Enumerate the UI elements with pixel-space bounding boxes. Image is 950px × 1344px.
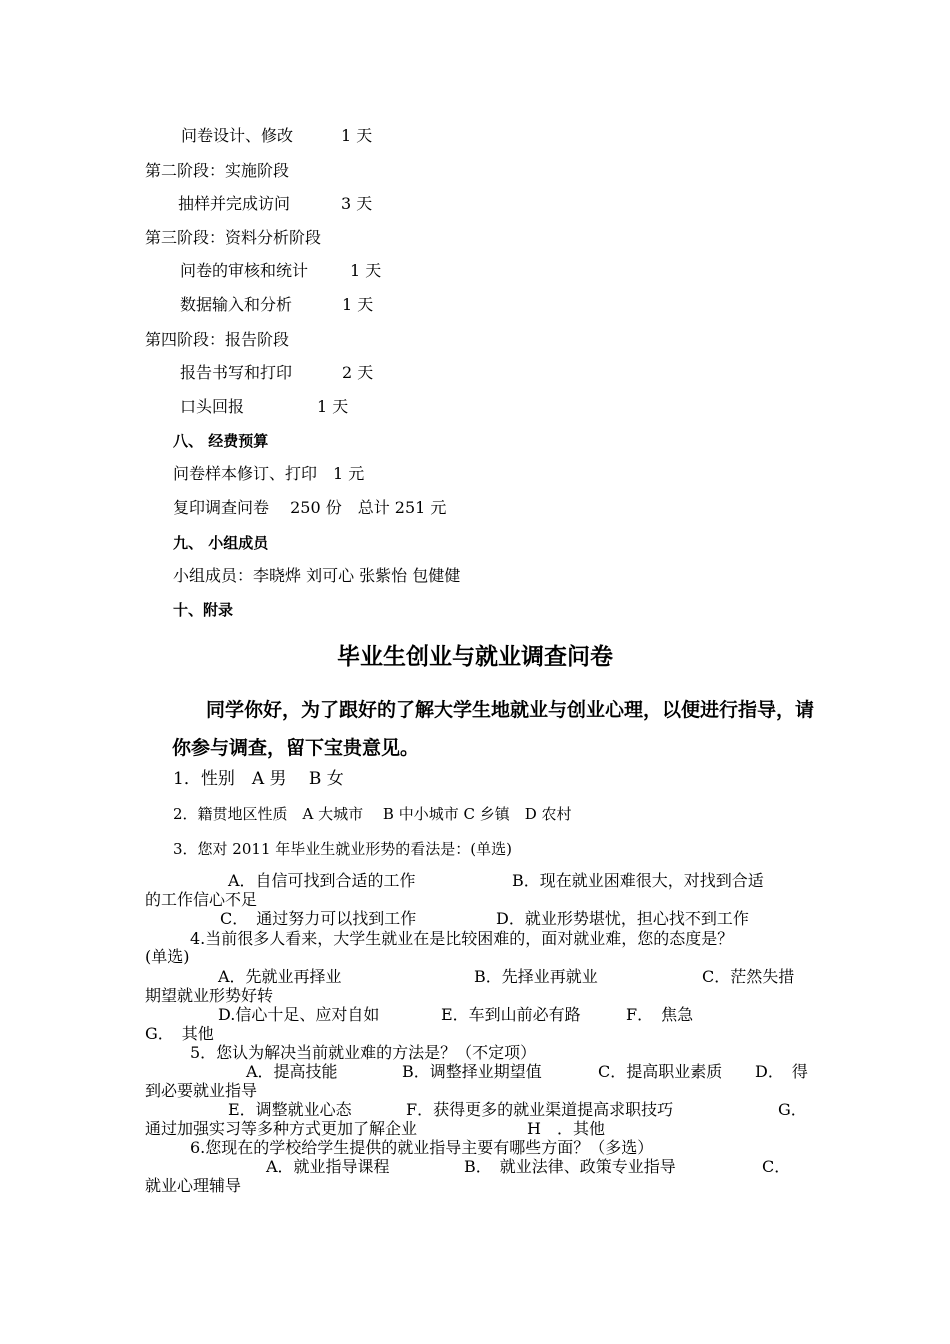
question-5: 5．您认为解决当前就业难的方法是？（不定项） bbox=[190, 1043, 537, 1062]
option: A．提高技能 bbox=[246, 1062, 338, 1081]
option: E．车到山前必有路 bbox=[441, 1005, 581, 1024]
schedule-days: 1 天 bbox=[341, 126, 373, 145]
question-continuation: (单选) bbox=[145, 947, 190, 966]
schedule-days: 1 天 bbox=[317, 397, 349, 416]
option: C． bbox=[762, 1157, 791, 1176]
option: D．就业形势堪忧，担心找不到工作 bbox=[496, 909, 749, 928]
option: H ．其他 bbox=[527, 1119, 605, 1138]
schedule-days: 3 天 bbox=[341, 194, 373, 213]
schedule-item: 数据输入和分析 bbox=[180, 295, 293, 314]
phase-heading: 第三阶段：资料分析阶段 bbox=[145, 228, 322, 247]
option-continuation: 通过加强实习等多种方式更加了解企业 bbox=[145, 1119, 418, 1138]
question-2: 2．籍贯地区性质 A 大城市 B 中小城市 C 乡镇 D 农村 bbox=[173, 805, 572, 823]
option: G． bbox=[778, 1100, 807, 1119]
question-1: 1．性别 A 男 B 女 bbox=[173, 769, 344, 789]
budget-line: 复印调查问卷 250 份 总计 251 元 bbox=[173, 498, 447, 517]
option-continuation: 的工作信心不足 bbox=[145, 890, 258, 909]
survey-title: 毕业生创业与就业调查问卷 bbox=[337, 644, 613, 670]
survey-intro: 同学你好，为了跟好的了解大学生地就业与创业心理，以便进行指导，请你参与调查，留下宝贵意见。 bbox=[172, 699, 815, 759]
schedule-days: 2 天 bbox=[342, 363, 374, 382]
section-heading-appendix: 十、附录 bbox=[173, 601, 234, 619]
option: B．调整择业期望值 bbox=[402, 1062, 542, 1081]
schedule-item: 口头回报 bbox=[180, 397, 245, 416]
schedule-days: 1 天 bbox=[342, 295, 374, 314]
option: F． 焦急 bbox=[626, 1005, 694, 1024]
phase-heading: 第二阶段：实施阶段 bbox=[145, 161, 290, 180]
schedule-item: 抽样并完成访问 bbox=[178, 194, 291, 213]
option: B．现在就业困难很大，对找到合适 bbox=[512, 871, 764, 890]
phase-heading: 第四阶段：报告阶段 bbox=[145, 330, 290, 349]
option: D.信心十足、应对自如 bbox=[218, 1005, 380, 1024]
schedule-days: 1 天 bbox=[350, 261, 382, 280]
schedule-item: 报告书写和打印 bbox=[180, 363, 293, 382]
option: C．茫然失措 bbox=[702, 967, 795, 986]
schedule-item: 问卷设计、修改 bbox=[181, 126, 294, 145]
members-line: 小组成员：李晓烨 刘可心 张紫怡 包健健 bbox=[173, 566, 461, 585]
option: C．提高职业素质 bbox=[598, 1062, 723, 1081]
option: B． 就业法律、政策专业指导 bbox=[464, 1157, 676, 1176]
option: A．自信可找到合适的工作 bbox=[228, 871, 416, 890]
option: F．获得更多的就业渠道提高求职技巧 bbox=[406, 1100, 674, 1119]
budget-line: 问卷样本修订、打印 1 元 bbox=[173, 464, 365, 483]
option: E．调整就业心态 bbox=[228, 1100, 352, 1119]
option: D． 得 bbox=[755, 1062, 808, 1081]
question-6: 6.您现在的学校给学生提供的就业指导主要有哪些方面？（多选） bbox=[190, 1138, 654, 1157]
section-heading-members: 九、 小组成员 bbox=[173, 534, 269, 552]
section-heading-budget: 八、 经费预算 bbox=[173, 432, 269, 450]
option: C． 通过努力可以找到工作 bbox=[220, 909, 417, 928]
option: A．先就业再择业 bbox=[218, 967, 342, 986]
question-4: 4.当前很多人看来，大学生就业在是比较困难的，面对就业难，您的态度是？ bbox=[190, 929, 734, 948]
option-continuation: 期望就业形势好转 bbox=[145, 986, 274, 1005]
option-continuation: 到必要就业指导 bbox=[145, 1081, 258, 1100]
option: G． 其他 bbox=[145, 1024, 214, 1043]
question-3: 3．您对 2011 年毕业生就业形势的看法是：(单选) bbox=[173, 840, 512, 858]
option: B．先择业再就业 bbox=[474, 967, 598, 986]
option: A．就业指导课程 bbox=[266, 1157, 390, 1176]
schedule-item: 问卷的审核和统计 bbox=[180, 261, 309, 280]
option-continuation: 就业心理辅导 bbox=[145, 1176, 242, 1195]
